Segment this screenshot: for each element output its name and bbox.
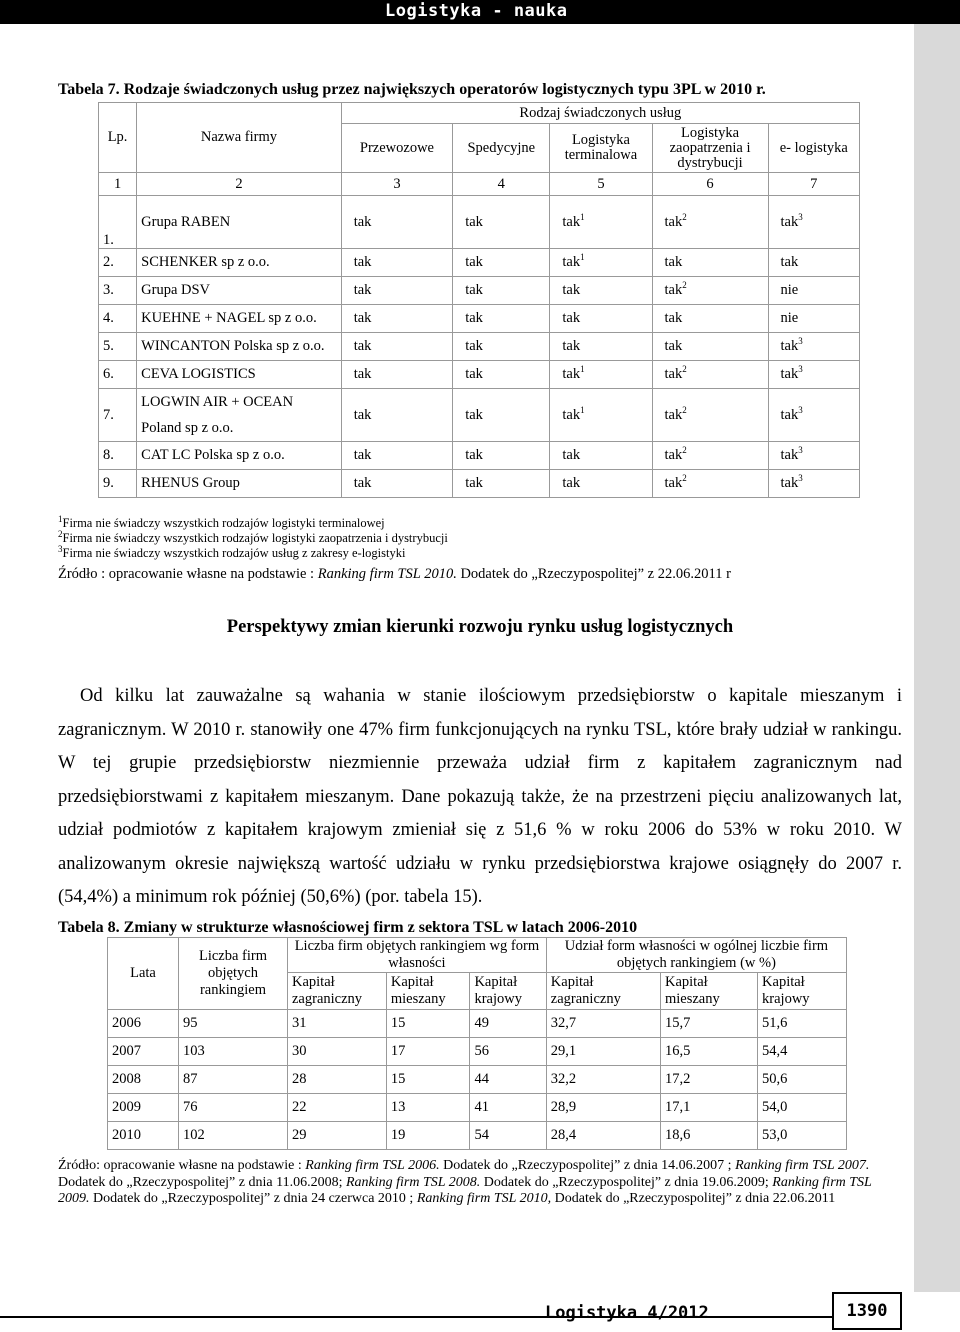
footnote bbox=[58, 513, 448, 531]
service-value: tak bbox=[353, 366, 372, 382]
row-name: KUEHNE + NAGEL sp z o.o. bbox=[137, 305, 342, 333]
service-cell bbox=[341, 277, 452, 305]
service-value: tak bbox=[780, 406, 799, 423]
body-paragraph bbox=[58, 680, 902, 915]
table-row bbox=[99, 333, 860, 361]
table-cell: 50,6 bbox=[758, 1066, 847, 1094]
col-name: Nazwa firmy bbox=[137, 103, 342, 173]
table-cell: 51,6 bbox=[758, 1010, 847, 1038]
col-header: Przewozowe bbox=[341, 124, 452, 173]
table-cell: 16,5 bbox=[660, 1038, 757, 1066]
service-value: tak bbox=[664, 366, 683, 382]
source-fragment: Ranking firm TSL 2010, bbox=[416, 1191, 552, 1206]
table-cell: 49 bbox=[470, 1010, 546, 1038]
service-value: tak bbox=[664, 282, 683, 298]
source-fragment: Ranking firm TSL 2007. bbox=[735, 1158, 870, 1173]
header-title: Logistyka - nauka bbox=[385, 1, 568, 21]
table7-source bbox=[58, 566, 731, 583]
service-cell bbox=[652, 333, 768, 361]
table-cell: 17,1 bbox=[660, 1094, 757, 1122]
page-number: 1390 bbox=[832, 1292, 902, 1330]
service-cell bbox=[550, 333, 652, 361]
col-header: Spedycyjne bbox=[453, 124, 550, 173]
row-name: Grupa DSV bbox=[137, 277, 342, 305]
service-cell bbox=[341, 333, 452, 361]
service-value: tak bbox=[353, 213, 372, 230]
col-number: 1 bbox=[99, 173, 137, 196]
col-number: 4 bbox=[453, 173, 550, 196]
col-number: 2 bbox=[137, 173, 342, 196]
source-fragment: Dodatek do „Rzeczypospolitej” z dnia 24 czerwca 2010 ; bbox=[89, 1191, 417, 1206]
row-name: SCHENKER sp z o.o. bbox=[137, 249, 342, 277]
service-cell bbox=[550, 389, 652, 442]
service-value: tak bbox=[780, 475, 799, 491]
group-share-by-form: Udział form własności w ogólnej liczbie firm objętych rankingiem (w %) bbox=[546, 938, 846, 973]
service-cell bbox=[550, 196, 652, 249]
service-cell bbox=[453, 196, 550, 249]
col-lp: Lp. bbox=[99, 103, 137, 173]
service-value: tak bbox=[780, 338, 799, 354]
service-value: tak bbox=[465, 282, 483, 298]
table7-number-row bbox=[99, 173, 860, 196]
source-fragment: Dodatek do „Rzeczypospolitej” z dnia 14.06.2007 ; bbox=[439, 1158, 736, 1173]
service-cell bbox=[341, 470, 452, 498]
service-cell bbox=[453, 361, 550, 389]
table-cell: 29 bbox=[288, 1122, 387, 1150]
service-cell bbox=[768, 249, 859, 277]
service-cell bbox=[768, 305, 859, 333]
col-header: Kapitał zagraniczny bbox=[546, 973, 660, 1010]
footnote bbox=[58, 528, 448, 546]
service-value: tak bbox=[780, 447, 799, 463]
footnote-mark: 1 bbox=[580, 364, 585, 375]
col-header: Kapitał mieszany bbox=[660, 973, 757, 1010]
table-row bbox=[99, 277, 860, 305]
table-row bbox=[108, 1038, 847, 1066]
service-cell bbox=[768, 389, 859, 442]
service-cell bbox=[768, 333, 859, 361]
row-name: WINCANTON Polska sp z o.o. bbox=[137, 333, 342, 361]
col-header: Kapitał krajowy bbox=[470, 973, 546, 1010]
service-value: tak bbox=[465, 447, 483, 463]
service-cell bbox=[652, 470, 768, 498]
row-lp: 9. bbox=[99, 470, 137, 498]
service-cell bbox=[341, 442, 452, 470]
footnote-mark: 2 bbox=[682, 404, 687, 415]
footnote-mark: 3 bbox=[798, 473, 803, 484]
table8-source bbox=[58, 1158, 904, 1208]
table-row bbox=[99, 470, 860, 498]
service-cell bbox=[550, 305, 652, 333]
footnote-mark: 1 bbox=[580, 252, 585, 263]
service-value: tak bbox=[465, 406, 483, 423]
table-cell: 53,0 bbox=[758, 1122, 847, 1150]
service-value: tak bbox=[353, 282, 372, 298]
table-cell: 31 bbox=[288, 1010, 387, 1038]
footnote-mark: 3 bbox=[798, 364, 803, 375]
table-row bbox=[99, 442, 860, 470]
footnote-mark: 3 bbox=[798, 445, 803, 456]
table-row bbox=[99, 389, 860, 442]
service-cell bbox=[550, 277, 652, 305]
table8-caption: Tabela 8. Zmiany w strukturze własnościowej firm z sektora TSL w latach 2006-2010 bbox=[58, 919, 638, 936]
service-value: tak bbox=[353, 254, 372, 270]
table-cell: 2009 bbox=[108, 1094, 179, 1122]
table-cell: 2006 bbox=[108, 1010, 179, 1038]
row-name: LOGWIN AIR + OCEAN Poland sp z o.o. bbox=[137, 389, 342, 442]
footnote-mark: 3 bbox=[798, 404, 803, 415]
source-fragment: Dodatek do „Rzeczypospolitej” z dnia 11.06.2008; bbox=[58, 1174, 346, 1190]
col-header: Logistyka terminalowa bbox=[550, 124, 652, 173]
row-lp: 4. bbox=[99, 305, 137, 333]
table-row bbox=[99, 249, 860, 277]
col-number: 7 bbox=[768, 173, 859, 196]
table8-header-row bbox=[108, 938, 847, 973]
service-value: tak bbox=[562, 254, 581, 270]
service-cell bbox=[652, 305, 768, 333]
service-value: tak bbox=[465, 213, 483, 230]
table-cell: 32,2 bbox=[546, 1066, 660, 1094]
footnote-mark: 2 bbox=[682, 445, 687, 456]
col-number: 6 bbox=[652, 173, 768, 196]
footnote-text: Firma nie świadczy wszystkich rodzajów usług z zakresy e-logistyki bbox=[62, 546, 406, 560]
table-row bbox=[108, 1066, 847, 1094]
service-value: tak bbox=[780, 254, 799, 270]
row-name: RHENUS Group bbox=[137, 470, 342, 498]
service-cell bbox=[652, 196, 768, 249]
service-cell bbox=[652, 277, 768, 305]
footnote-mark: 3 bbox=[798, 336, 803, 347]
service-value: tak bbox=[780, 366, 799, 382]
col-header: Kapitał zagraniczny bbox=[288, 973, 387, 1010]
service-cell bbox=[652, 442, 768, 470]
footnote bbox=[58, 543, 448, 561]
col-header: e- logistyka bbox=[768, 124, 859, 173]
table8 bbox=[107, 937, 847, 1150]
source-suffix: Dodatek do „Rzeczypospolitej” z 22.06.2011 r bbox=[456, 566, 731, 582]
service-cell bbox=[768, 361, 859, 389]
col-year: Lata bbox=[108, 938, 179, 1010]
service-value: tak bbox=[353, 338, 372, 354]
service-value: tak bbox=[664, 213, 683, 230]
row-lp: 6. bbox=[99, 361, 137, 389]
table-row bbox=[108, 1010, 847, 1038]
service-value: tak bbox=[562, 366, 581, 382]
footnote-mark: 2 bbox=[682, 280, 687, 291]
service-cell bbox=[550, 442, 652, 470]
table-row bbox=[99, 196, 860, 249]
service-value: tak bbox=[562, 282, 581, 298]
table-cell: 17 bbox=[386, 1038, 470, 1066]
footnote-mark: 1 bbox=[580, 211, 585, 222]
table-cell: 19 bbox=[386, 1122, 470, 1150]
table-cell: 102 bbox=[179, 1122, 288, 1150]
source-fragment: Dodatek do „Rzeczypospolitej” z dnia 19.06.2009; bbox=[480, 1174, 773, 1190]
table-row bbox=[108, 1094, 847, 1122]
row-lp: 7. bbox=[99, 389, 137, 442]
col-count: Liczba firm objętych rankingiem bbox=[179, 938, 288, 1010]
service-value: tak bbox=[465, 338, 483, 354]
service-value: tak bbox=[664, 475, 683, 491]
table-cell: 15,7 bbox=[660, 1010, 757, 1038]
service-cell bbox=[652, 361, 768, 389]
col-number: 5 bbox=[550, 173, 652, 196]
footer-journal: Logistyka 4/2012 bbox=[545, 1303, 709, 1323]
source-fragment: Ranking firm TSL 2008. bbox=[345, 1174, 481, 1190]
row-lp: 5. bbox=[99, 333, 137, 361]
table7-header-row bbox=[99, 103, 860, 124]
service-cell bbox=[550, 361, 652, 389]
table-cell: 28,4 bbox=[546, 1122, 660, 1150]
table-cell: 54 bbox=[470, 1122, 546, 1150]
service-value: tak bbox=[780, 213, 799, 230]
service-cell bbox=[341, 249, 452, 277]
service-cell bbox=[341, 361, 452, 389]
table-row bbox=[108, 1122, 847, 1150]
footnote-mark: 1 bbox=[580, 404, 585, 415]
table-cell: 15 bbox=[386, 1010, 470, 1038]
source-fragment: Dodatek do „Rzeczypospolitej” z dnia 22.06.2011 bbox=[551, 1191, 836, 1206]
table7 bbox=[98, 102, 860, 498]
service-cell bbox=[652, 249, 768, 277]
source-italic: Ranking firm TSL 2010. bbox=[317, 566, 457, 582]
service-value: tak bbox=[562, 475, 581, 491]
header-bar bbox=[0, 0, 960, 24]
row-lp: 8. bbox=[99, 442, 137, 470]
row-name: Grupa RABEN bbox=[137, 196, 342, 249]
service-cell bbox=[341, 196, 452, 249]
side-strip bbox=[914, 24, 960, 1292]
footnote-number: 2 bbox=[58, 528, 63, 539]
service-cell bbox=[341, 389, 452, 442]
row-lp: 1. bbox=[99, 196, 137, 249]
footnote-mark: 2 bbox=[682, 473, 687, 484]
table-cell: 28 bbox=[288, 1066, 387, 1094]
footnote-text: Firma nie świadczy wszystkich rodzajów logistyki zaopatrzenia i dystrybucji bbox=[62, 531, 448, 545]
service-value: tak bbox=[353, 406, 372, 423]
footnote-number: 3 bbox=[58, 543, 63, 554]
service-cell bbox=[453, 333, 550, 361]
service-value: tak bbox=[664, 310, 683, 326]
service-cell bbox=[768, 196, 859, 249]
col-header: Kapitał krajowy bbox=[758, 973, 847, 1010]
table-cell: 18,6 bbox=[660, 1122, 757, 1150]
section-heading: Perspektywy zmian kierunki rozwoju rynku usług logistycznych bbox=[226, 617, 734, 637]
col-header: Logistyka zaopatrzenia i dystrybucji bbox=[652, 124, 768, 173]
table-cell: 32,7 bbox=[546, 1010, 660, 1038]
service-cell bbox=[453, 277, 550, 305]
footnote-mark: 2 bbox=[682, 364, 687, 375]
row-lp: 3. bbox=[99, 277, 137, 305]
row-name: CAT LC Polska sp z o.o. bbox=[137, 442, 342, 470]
footnote-mark: 2 bbox=[682, 211, 687, 222]
service-cell bbox=[453, 442, 550, 470]
service-value: tak bbox=[562, 338, 581, 354]
paragraph-text: Od kilku lat zauważalne są wahania w stanie ilościowym przedsiębiorstw o kapitale mieszanym i zagranicznym. W 2010 r. stanowiły one 47% firm funkcjonujących na rynku TSL, które brały udział w rankingu. W tej grupie przedsiębiorstw niezmiennie przeważa udział firm z kapitałem zagranicznym nad przedsiębiorstwami z kapitałem mieszanym. Dane pokazują także, że na przestrzeni pięciu analizowanych lat, udział podmiotów z kapitałem krajowym zmieniał się z 51,6 % w roku 2006 do 53% w roku 2010. W analizowanym okresie największą wartość udziału w rynku przedsiębiorstwa krajowe osiągnęły do 2007 r. (54,4%) a minimum rok później (50,6%) (por. tabela 15). bbox=[58, 686, 902, 907]
table-cell: 103 bbox=[179, 1038, 288, 1066]
source-fragment: Ranking firm TSL 2006. bbox=[305, 1158, 440, 1173]
row-lp: 2. bbox=[99, 249, 137, 277]
service-cell bbox=[652, 389, 768, 442]
table-cell: 29,1 bbox=[546, 1038, 660, 1066]
service-value: tak bbox=[465, 254, 483, 270]
service-value: tak bbox=[465, 310, 483, 326]
service-cell bbox=[550, 470, 652, 498]
service-cell bbox=[768, 277, 859, 305]
source-prefix: Źródło : opracowanie własne na podstawie : bbox=[58, 566, 318, 582]
service-value: tak bbox=[465, 366, 483, 382]
table-cell: 17,2 bbox=[660, 1066, 757, 1094]
table-cell: 76 bbox=[179, 1094, 288, 1122]
col-header: Kapitał mieszany bbox=[386, 973, 470, 1010]
table-cell: 87 bbox=[179, 1066, 288, 1094]
service-cell bbox=[768, 470, 859, 498]
footnote-number: 1 bbox=[58, 513, 63, 524]
table-cell: 2010 bbox=[108, 1122, 179, 1150]
group-header: Rodzaj świadczonych usług bbox=[341, 103, 859, 124]
service-value: tak bbox=[664, 338, 683, 354]
table-cell: 13 bbox=[386, 1094, 470, 1122]
service-cell bbox=[453, 249, 550, 277]
source-fragment: Źródło: opracowanie własne na podstawie : bbox=[58, 1158, 306, 1173]
service-value: tak bbox=[465, 475, 483, 491]
table-cell: 54,0 bbox=[758, 1094, 847, 1122]
service-value: tak bbox=[664, 254, 683, 270]
table-row bbox=[99, 361, 860, 389]
service-value: tak bbox=[353, 475, 372, 491]
table-cell: 41 bbox=[470, 1094, 546, 1122]
service-value: tak bbox=[353, 310, 372, 326]
service-value: tak bbox=[664, 406, 683, 423]
service-cell bbox=[453, 470, 550, 498]
table-cell: 95 bbox=[179, 1010, 288, 1038]
table-cell: 15 bbox=[386, 1066, 470, 1094]
service-cell bbox=[453, 305, 550, 333]
service-value: tak bbox=[562, 447, 581, 463]
col-number: 3 bbox=[341, 173, 452, 196]
service-cell bbox=[341, 305, 452, 333]
table-cell: 22 bbox=[288, 1094, 387, 1122]
service-value: tak bbox=[562, 406, 581, 423]
row-name: CEVA LOGISTICS bbox=[137, 361, 342, 389]
service-value: nie bbox=[780, 282, 799, 298]
service-cell bbox=[550, 249, 652, 277]
service-value: tak bbox=[562, 310, 581, 326]
service-value: tak bbox=[353, 447, 372, 463]
service-cell bbox=[768, 442, 859, 470]
table7-caption: Tabela 7. Rodzaje świadczonych usług przez największych operatorów logistycznych typu 3PL w 2010 r. bbox=[58, 81, 766, 98]
service-value: tak bbox=[562, 213, 581, 230]
group-count-by-form: Liczba firm objętych rankingiem wg form własności bbox=[288, 938, 547, 973]
table-row bbox=[99, 305, 860, 333]
table-cell: 44 bbox=[470, 1066, 546, 1094]
table-cell: 2008 bbox=[108, 1066, 179, 1094]
service-value: nie bbox=[780, 310, 799, 326]
table-cell: 30 bbox=[288, 1038, 387, 1066]
footnote-text: Firma nie świadczy wszystkich rodzajów logistyki terminalowej bbox=[62, 516, 385, 530]
service-value: tak bbox=[664, 447, 683, 463]
service-cell bbox=[453, 389, 550, 442]
table-cell: 2007 bbox=[108, 1038, 179, 1066]
table-cell: 56 bbox=[470, 1038, 546, 1066]
footnote-mark: 3 bbox=[798, 211, 803, 222]
table-cell: 28,9 bbox=[546, 1094, 660, 1122]
source-fragment: Ranking firm TSL 2009. bbox=[58, 1174, 872, 1206]
table-cell: 54,4 bbox=[758, 1038, 847, 1066]
table7-notes bbox=[58, 513, 448, 561]
